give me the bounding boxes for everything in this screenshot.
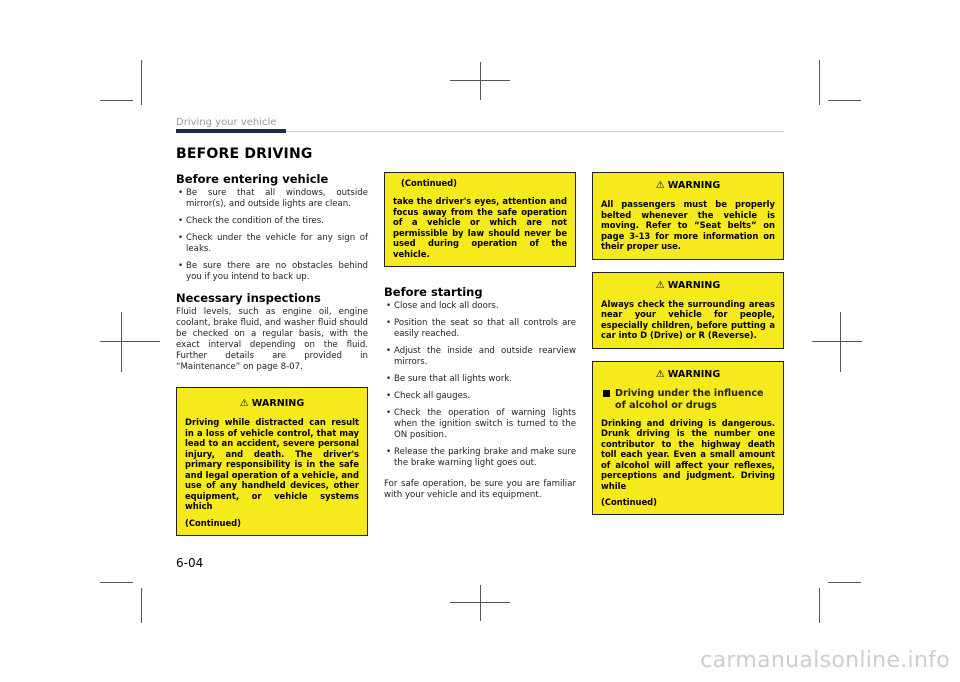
familiarity-paragraph: For safe operation, be sure you are familiar with your vehicle and its equipment.: [384, 479, 576, 500]
warning-title: [601, 180, 775, 191]
list-item: • Check the condition of the tires.: [176, 216, 368, 227]
crop-mark: [141, 588, 142, 623]
warning-box-distracted: [176, 387, 368, 536]
column-left: [176, 172, 368, 536]
warning-text: All passengers must be properly belted whenever the vehicle is moving. Refer to “Seat belts” on page 3-13 for more information on their proper use.: [601, 199, 775, 251]
heading-necessary-inspections: Necessary inspections: [176, 291, 321, 305]
continued-label: (Continued): [601, 497, 657, 507]
warning-title: [185, 398, 359, 409]
registration-mark: [480, 62, 481, 100]
continued-label: (Continued): [401, 178, 457, 188]
warning-text: Driving while distracted can result in a loss of vehicle control, that may lead to an accident, severe personal injury, and death. The driver's primary responsibility is in the safe and legal operation of a vehicle, and use of any handheld devices, other equipment, or vehicle systems which: [185, 417, 359, 511]
list-item: • Be sure there are no obstacles behind you if you intend to back up.: [176, 261, 368, 283]
warning-box-seat-belts: [592, 172, 784, 260]
column-right: [592, 172, 784, 515]
registration-mark: [812, 341, 862, 342]
list-item: • Be sure that all windows, outside mirror(s), and outside lights are clean.: [176, 188, 368, 210]
warning-triangle-icon: ⚠: [655, 368, 665, 380]
list-item: • Position the seat so that all controls are easily reached.: [384, 318, 576, 340]
warning-subheading: [601, 388, 775, 412]
warning-triangle-icon: ⚠: [655, 279, 665, 291]
heading-before-starting: Before starting: [384, 285, 483, 299]
page-number: 6-04: [176, 556, 204, 570]
registration-mark: [840, 312, 841, 372]
inspections-paragraph: Fluid levels, such as engine oil, engine coolant, brake fluid, and washer fluid should be checked on a regular basis, with the exact interval depending on the fluid. Further details are provided in “Maintenance” on page 8-07.: [176, 307, 368, 372]
warning-box-surroundings: [592, 272, 784, 349]
warning-text: take the driver's eyes, attention and focus away from the safe operation of a vehicle or which are not permissible by law should never be used during operation of the vehicle.: [393, 196, 567, 259]
list-item: • Check all gauges.: [384, 391, 576, 402]
section-divider-rule: [286, 131, 784, 132]
crop-mark: [828, 100, 861, 101]
crop-mark: [100, 582, 133, 583]
column-middle: [384, 172, 576, 501]
warning-text: Drinking and driving is dangerous. Drunk driving is the number one contributor to the highway death toll each year. Even a small amount of alcohol will affect your reflexes, perceptions and judgment. Driving while: [601, 417, 775, 491]
list-item: • Check under the vehicle for any sign of leaks.: [176, 233, 368, 255]
section-divider: [176, 129, 286, 133]
watermark: carmanualsonline.info: [700, 648, 950, 673]
warning-title-text: WARNING: [667, 279, 721, 291]
warning-triangle-icon: ⚠: [655, 180, 665, 191]
heading-before-entering: Before entering vehicle: [176, 172, 329, 186]
crop-mark: [828, 582, 861, 583]
warning-title-text: WARNING: [667, 180, 721, 191]
entering-checklist: [176, 188, 368, 283]
warning-box-alcohol: [592, 361, 784, 516]
registration-mark: [100, 341, 160, 342]
crop-mark: [819, 588, 820, 623]
registration-mark: [121, 312, 122, 372]
warning-title: [601, 369, 775, 380]
registration-mark: [480, 585, 481, 621]
warning-title: [601, 280, 775, 291]
continued-label: (Continued): [185, 517, 241, 528]
warning-title-text: WARNING: [251, 398, 305, 409]
warning-text: Always check the surrounding areas near your vehicle for people, especially children, before putting a car into D (Drive) or R (Reverse).: [601, 298, 775, 340]
warning-subheading-text: Driving under the influence of alcohol or drugs: [615, 387, 764, 411]
section-label: Driving your vehicle: [176, 117, 277, 128]
page-title: BEFORE DRIVING: [176, 146, 313, 162]
warning-box-continued: [384, 172, 576, 267]
crop-mark: [819, 60, 820, 105]
warning-triangle-icon: ⚠: [239, 398, 249, 409]
list-item: • Close and lock all doors.: [384, 301, 576, 312]
list-item: • Adjust the inside and outside rearview mirrors.: [384, 346, 576, 368]
warning-title-text: WARNING: [667, 368, 721, 380]
starting-checklist: [384, 301, 576, 469]
crop-mark: [100, 100, 133, 101]
list-item: • Be sure that all lights work.: [384, 374, 576, 385]
square-bullet-icon: [603, 390, 610, 397]
list-item: • Check the operation of warning lights when the ignition switch is turned to the ON position.: [384, 408, 576, 441]
crop-mark: [141, 60, 142, 105]
list-item: • Release the parking brake and make sure the brake warning light goes out.: [384, 447, 576, 469]
